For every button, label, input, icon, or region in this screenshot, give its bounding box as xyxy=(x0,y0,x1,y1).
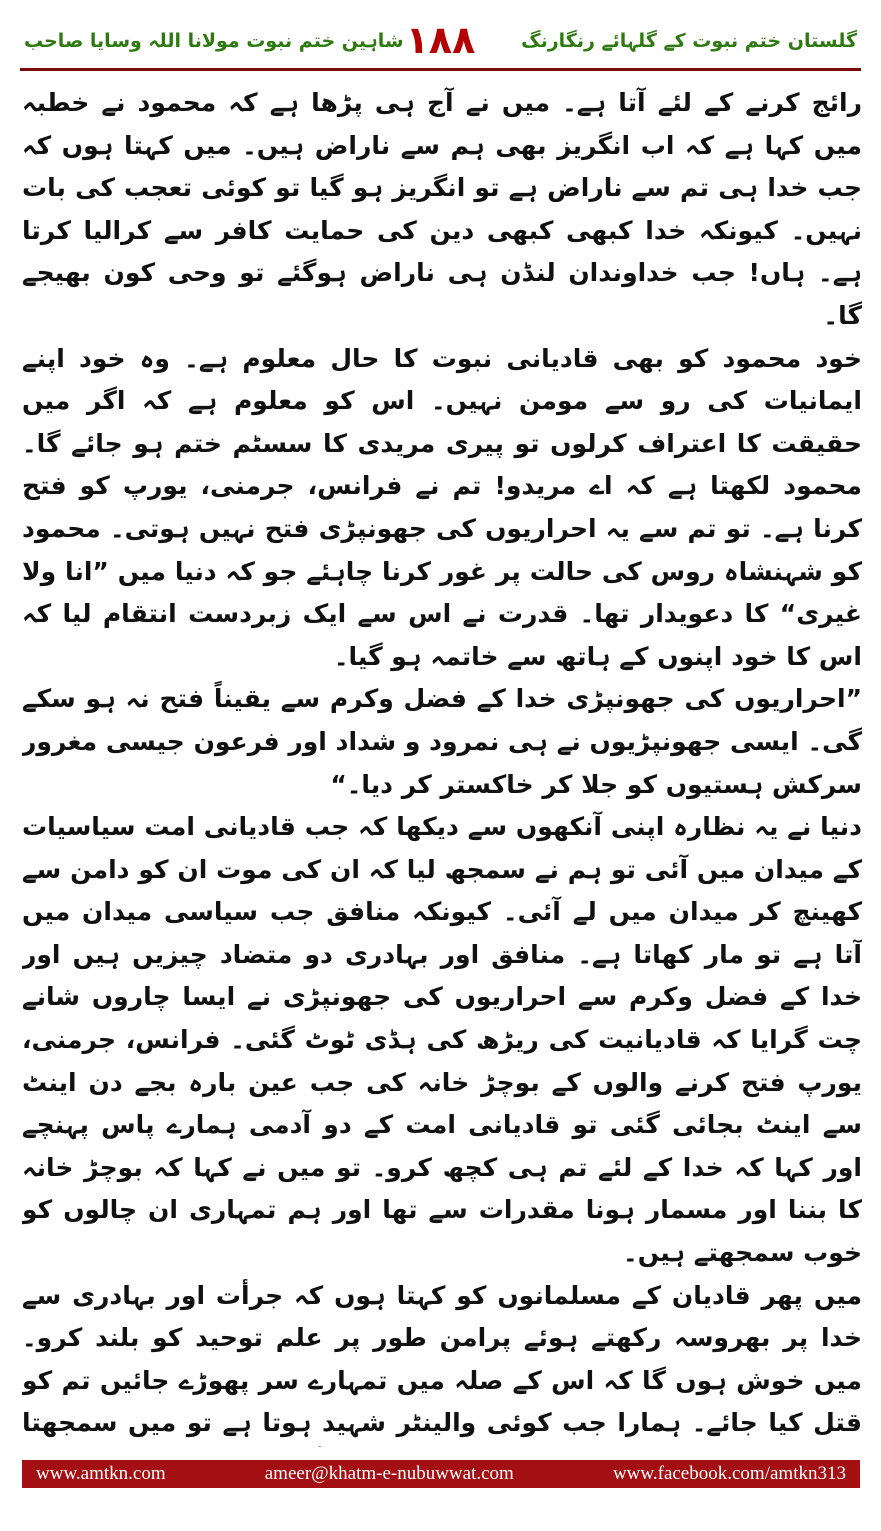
website-link[interactable]: www.amtkn.com xyxy=(36,1463,166,1484)
page-footer xyxy=(22,1460,860,1488)
facebook-link[interactable]: www.facebook.com/amtkn313 xyxy=(612,1463,846,1484)
email-link[interactable]: ameer@khatm-e-nubuwwat.com xyxy=(264,1463,514,1484)
book-title: گلستان ختم نبوت کے گلہائے رنگارنگ xyxy=(521,30,857,52)
paragraph: خود محمود کو بھی قادیانی نبوت کا حال معلوم ہے۔ وہ خود اپنے ایمانیات کی رو سے مومن نہیں۔ اس کو معلوم ہے کہ اگر میں حقیقت کا اعتراف کرلوں تو پیری مریدی کا سسٹم ختم ہو جائے گا۔ محمود لکھتا ہے کہ اے مریدو! تم نے فرانس، جرمنی، یورپ کو فتح کرنا ہے۔ تو تم سے یہ احراریوں کی جھونپڑی فتح نہیں ہوتی۔ محمود کو شہنشاہ روس کی حالت پر غور کرنا چاہئے جو کہ دنیا میں ”انا ولا غیری“ کا دعویدار تھا۔ قدرت نے اس سے ایک زبردست انتقام لیا کہ اس کا خود اپنوں کے ہاتھ سے خاتمہ ہو گیا۔ xyxy=(22,343,862,671)
paragraph: رائج کرنے کے لئے آتا ہے۔ میں نے آج ہی پڑھا ہے کہ محمود نے خطبہ میں کہا ہے کہ اب انگریز بھی ہم سے ناراض ہیں۔ میں کہتا ہوں کہ جب خدا ہی تم سے ناراض ہے تو انگریز ہو گیا تو کوئی تعجب کی بات نہیں۔ کیونکہ خدا کبھی کبھی دین کی حمایت کافر سے کرالیا کرتا ہے۔ ہاں! جب خداوندان لنڈن ہی ناراض ہوگئے تو وحی کون بھیجے گا۔ xyxy=(22,88,862,330)
author-name: شاہین ختم نبوت مولانا اللہ وسایا صاحب xyxy=(24,30,404,52)
paragraph: میں پھر قادیان کے مسلمانوں کو کہتا ہوں کہ جرأت اور بہادری سے خدا پر بھروسہ رکھتے ہوئے پرامن طور پر علم توحید کو بلند کرو۔ میں خوش ہوں گا کہ اس کے صلہ میں تمہارے سر پھوڑے جائیں تم کو قتل کیا جائے۔ ہمارا جب کوئی والینٹر شہید ہوتا ہے تو میں سمجھتا xyxy=(22,1280,862,1438)
quote-paragraph: ”احراریوں کی جھونپڑی خدا کے فضل وکرم سے یقیناً فتح نہ ہو سکے گی۔ ایسی جھونپڑیوں نے ہی نمرود و شداد اور فرعون جیسی مغرور سرکش ہستیوں کو جلا کر خاکستر کر دیا۔“ xyxy=(22,684,862,799)
page-header xyxy=(20,18,861,71)
paragraph: دنیا نے یہ نظارہ اپنی آنکھوں سے دیکھا کہ جب قادیانی امت سیاسیات کے میدان میں آئی تو ہم نے سمجھ لیا کہ ان کی موت ان کو دامن سے کھینچ کر میدان میں لے آئی۔ کیونکہ منافق جب سیاسی میدان میں آتا ہے تو مار کھاتا ہے۔ منافق اور بہادری دو متضاد چیزیں ہیں اور خدا کے فضل وکرم سے احراریوں کی جھونپڑی نے ایسا چاروں شانے چت گرایا کہ قادیانیت کی ریڑھ کی ہڈی ٹوٹ گئی۔ فرانس، جرمنی، یورپ فتح کرنے والوں کے بوچڑ خانہ کی جب عین بارہ بجے دن اینٹ سے اینٹ بجائی گئی تو قادیانی امت کے دو آدمی ہمارے پاس پہنچے اور کہا کہ خدا کے لئے تم ہی کچھ کرو۔ تو میں نے کہا کہ بوچڑ خانہ کا بننا اور مسمار ہونا مقدرات سے تھا اور ہم تمہاری ان چالوں کو خوب سمجھتے ہیں۔ xyxy=(22,812,862,1268)
page-body xyxy=(22,82,862,1447)
page-number: ۱۸۸ xyxy=(405,18,476,62)
